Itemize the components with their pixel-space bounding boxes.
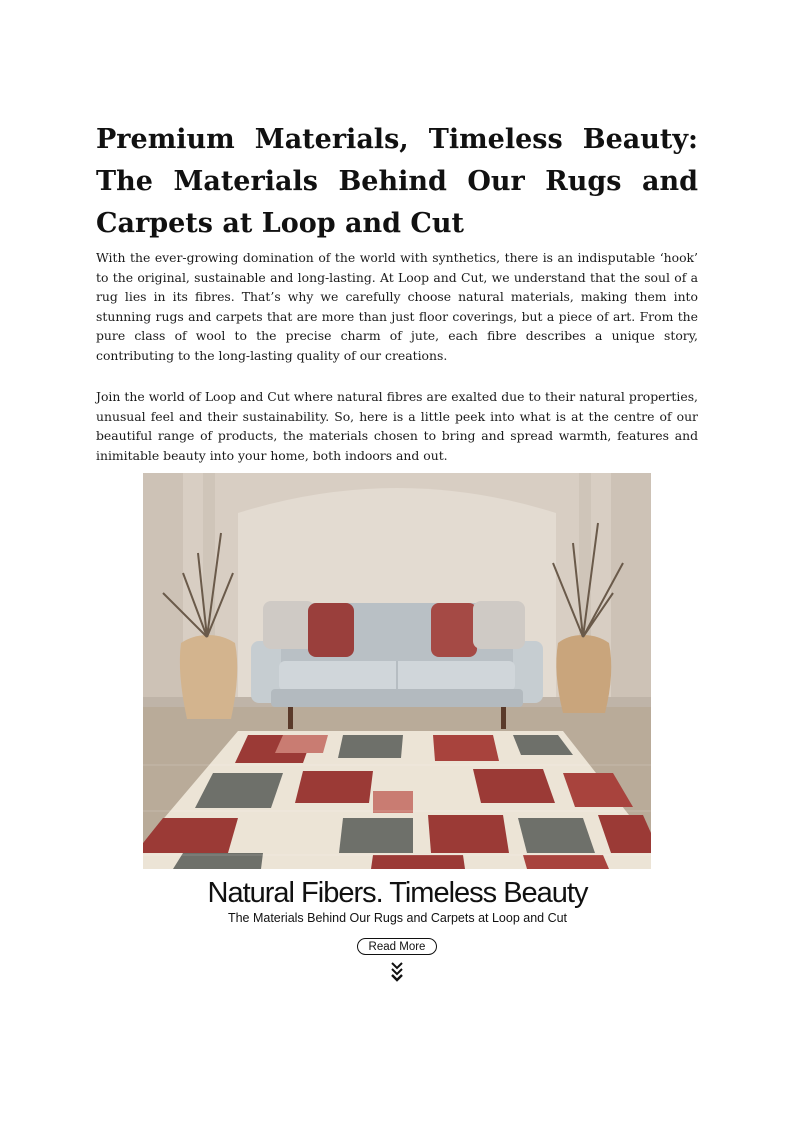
- banner-title: Natural Fibers. Timeless Beauty: [207, 877, 588, 909]
- second-paragraph: Join the world of Loop and Cut where natural fibres are exalted due to their natural properties, unusual feel and their sustainability. So, here is a little peek into what is at the centre of our beautiful range of products, the materials chosen to bring and spread warmth, features and inimitable beauty into your home, both indoors and out.: [96, 389, 698, 463]
- living-room-rug-photo: [143, 473, 651, 869]
- article-title: Premium Materials, Timeless Beauty: The Materials Behind Our Rugs and Carpets at Loop and Cut: [96, 124, 698, 239]
- double-chevron-down-icon[interactable]: [389, 960, 405, 982]
- intro-paragraph: With the ever-growing domination of the world with synthetics, there is an indisputable ‘hook’ to the original, sustainable and long-lasting. At Loop and Cut, we understand that the soul of a rug lies in its fibres. That’s why we carefully choose natural materials, making them into stunning rugs and carpets that are more than just floor coverings, but a piece of art. From the pure class of wool to the precise charm of jute, each fibre describes a unique story, contributing to the long-lasting quality of our creations.: [96, 250, 698, 363]
- read-more-button[interactable]: Read More: [357, 938, 437, 955]
- banner-subtitle: The Materials Behind Our Rugs and Carpets at Loop and Cut: [227, 911, 568, 925]
